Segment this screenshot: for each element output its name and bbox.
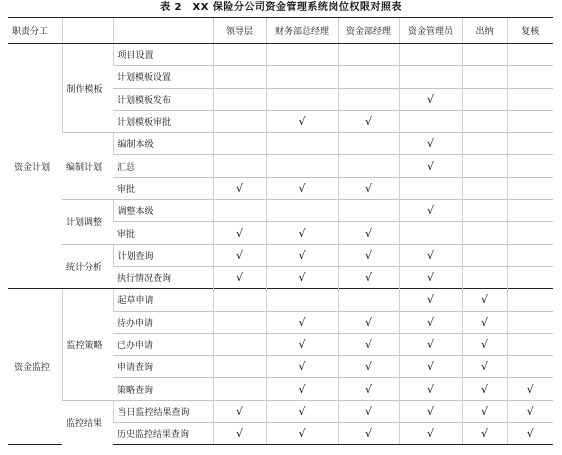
permission-cell-fund-administrator	[399, 356, 462, 378]
header-fund-administrator: 资金管理员	[399, 18, 462, 44]
permission-cell-reviewer	[507, 88, 553, 110]
check-mark-icon: √	[235, 427, 243, 441]
permission-cell-fund-administrator	[399, 200, 462, 222]
check-mark-icon: √	[364, 115, 372, 129]
check-mark-icon: √	[364, 338, 372, 351]
permission-cell-fund-administrator	[399, 378, 462, 400]
permission-cell-reviewer	[507, 200, 553, 222]
permission-cell-finance-gm	[266, 66, 338, 88]
header-blank-2	[113, 18, 213, 44]
check-mark-icon: √	[526, 404, 534, 418]
permission-cell-fund-administrator	[399, 110, 462, 132]
check-mark-icon: √	[298, 338, 306, 351]
check-mark-icon: √	[480, 427, 488, 441]
permission-cell-finance-gm	[266, 177, 338, 199]
permission-cell-leadership	[213, 356, 266, 378]
function-item-cell: 策略查询	[113, 378, 213, 400]
check-mark-icon: √	[364, 360, 372, 374]
function-item-cell: 项目设置	[113, 44, 213, 66]
check-mark-icon: √	[298, 226, 306, 240]
permission-cell-finance-gm	[266, 44, 338, 66]
check-mark-icon: √	[235, 271, 243, 285]
permission-cell-fund-administrator	[399, 66, 462, 88]
permission-cell-leadership	[213, 88, 266, 110]
permission-cell-reviewer	[507, 356, 553, 378]
permission-cell-leadership	[213, 244, 266, 266]
function-item-cell: 申请查询	[113, 356, 213, 378]
permission-cell-cashier	[462, 266, 507, 288]
function-item-cell: 调整本级	[113, 200, 213, 222]
table-row	[8, 200, 553, 222]
permission-cell-leadership	[213, 378, 266, 400]
table-caption: 表 2 XX 保险分公司资金管理系统岗位权限对照表	[160, 2, 402, 13]
category-cell: 资金计划	[8, 44, 62, 289]
check-mark-icon: √	[526, 427, 534, 441]
permission-cell-cashier	[462, 66, 507, 88]
permission-cell-fund-manager	[338, 244, 399, 266]
permission-cell-leadership	[213, 311, 266, 333]
permission-cell-cashier	[462, 155, 507, 177]
permission-cell-fund-manager	[338, 333, 399, 355]
permission-cell-cashier	[462, 222, 507, 244]
check-mark-icon: √	[364, 271, 372, 285]
check-mark-icon: √	[426, 248, 434, 262]
check-mark-icon: √	[426, 159, 434, 173]
permission-cell-fund-administrator	[399, 400, 462, 422]
permission-cell-cashier	[462, 356, 507, 378]
check-mark-icon: √	[426, 427, 434, 441]
category-cell: 资金监控	[8, 289, 62, 445]
header-cashier: 出纳	[462, 18, 507, 44]
table-row	[8, 289, 553, 311]
permission-cell-reviewer	[507, 311, 553, 333]
permission-cell-finance-gm	[266, 356, 338, 378]
permission-cell-fund-administrator	[399, 222, 462, 244]
permission-cell-finance-gm	[266, 333, 338, 355]
check-mark-icon: √	[364, 404, 372, 418]
check-mark-icon: √	[426, 293, 434, 307]
permission-cell-finance-gm	[266, 155, 338, 177]
permission-cell-fund-administrator	[399, 177, 462, 199]
permission-cell-fund-administrator	[399, 289, 462, 311]
permission-cell-reviewer	[507, 378, 553, 400]
permission-cell-fund-manager	[338, 289, 399, 311]
function-item-cell: 计划模板发布	[113, 88, 213, 110]
permission-cell-fund-manager	[338, 378, 399, 400]
permission-cell-finance-gm	[266, 266, 338, 288]
check-mark-icon: √	[235, 404, 243, 418]
permission-cell-cashier	[462, 177, 507, 199]
function-item-cell: 编制本级	[113, 133, 213, 155]
permission-cell-finance-gm	[266, 423, 338, 445]
check-mark-icon: √	[480, 338, 488, 351]
function-item-cell: 审批	[113, 177, 213, 199]
permission-cell-leadership	[213, 133, 266, 155]
check-mark-icon: √	[298, 315, 306, 329]
check-mark-icon: √	[426, 404, 434, 418]
permission-cell-fund-manager	[338, 222, 399, 244]
permission-cell-reviewer	[507, 333, 553, 355]
check-mark-icon: √	[298, 248, 306, 262]
permission-cell-fund-manager	[338, 356, 399, 378]
check-mark-icon: √	[298, 181, 306, 195]
permission-cell-fund-administrator	[399, 266, 462, 288]
check-mark-icon: √	[364, 315, 372, 329]
check-mark-icon: √	[480, 315, 488, 329]
permission-cell-finance-gm	[266, 378, 338, 400]
permission-cell-finance-gm	[266, 133, 338, 155]
permission-cell-fund-administrator	[399, 311, 462, 333]
permission-cell-cashier	[462, 110, 507, 132]
permission-cell-leadership	[213, 66, 266, 88]
permission-cell-fund-administrator	[399, 423, 462, 445]
group-cell: 监控策略	[62, 289, 113, 400]
permission-cell-leadership	[213, 423, 266, 445]
check-mark-icon: √	[426, 382, 434, 396]
permission-cell-reviewer	[507, 244, 553, 266]
check-mark-icon: √	[364, 248, 372, 262]
check-mark-icon: √	[480, 404, 488, 418]
permission-cell-leadership	[213, 200, 266, 222]
permission-cell-cashier	[462, 400, 507, 422]
function-item-cell: 待办申请	[113, 311, 213, 333]
permission-cell-fund-administrator	[399, 88, 462, 110]
permission-cell-reviewer	[507, 110, 553, 132]
check-mark-icon: √	[480, 382, 488, 396]
permission-cell-cashier	[462, 44, 507, 66]
permission-cell-finance-gm	[266, 289, 338, 311]
check-mark-icon: √	[235, 226, 243, 240]
table-row	[8, 400, 553, 422]
permission-cell-fund-administrator	[399, 133, 462, 155]
check-mark-icon: √	[235, 181, 243, 195]
permission-cell-reviewer	[507, 423, 553, 445]
permission-cell-finance-gm	[266, 110, 338, 132]
check-mark-icon: √	[526, 382, 534, 396]
permission-cell-fund-manager	[338, 155, 399, 177]
function-item-cell: 审批	[113, 222, 213, 244]
permission-cell-reviewer	[507, 66, 553, 88]
check-mark-icon: √	[426, 92, 434, 106]
check-mark-icon: √	[364, 382, 372, 396]
function-item-cell: 当日监控结果查询	[113, 400, 213, 422]
check-mark-icon: √	[298, 382, 306, 396]
permission-cell-reviewer	[507, 266, 553, 288]
permission-cell-leadership	[213, 333, 266, 355]
table-row	[8, 44, 553, 66]
permission-cell-fund-manager	[338, 133, 399, 155]
permission-cell-reviewer	[507, 177, 553, 199]
permission-table-body	[8, 44, 553, 445]
function-item-cell: 已办申请	[113, 333, 213, 355]
check-mark-icon: √	[298, 427, 306, 441]
permission-cell-cashier	[462, 133, 507, 155]
permission-cell-fund-manager	[338, 400, 399, 422]
check-mark-icon: √	[298, 271, 306, 285]
permission-cell-fund-administrator	[399, 244, 462, 266]
permission-cell-cashier	[462, 244, 507, 266]
permission-cell-reviewer	[507, 222, 553, 244]
permission-cell-reviewer	[507, 400, 553, 422]
permission-cell-fund-manager	[338, 88, 399, 110]
function-item-cell: 执行情况查询	[113, 266, 213, 288]
permission-cell-leadership	[213, 266, 266, 288]
header-duty: 职责分工	[8, 18, 62, 44]
check-mark-icon: √	[480, 293, 488, 307]
check-mark-icon: √	[426, 338, 434, 351]
function-item-cell: 汇总	[113, 155, 213, 177]
function-item-cell: 起草申请	[113, 289, 213, 311]
permission-cell-leadership	[213, 44, 266, 66]
permission-cell-fund-administrator	[399, 44, 462, 66]
permission-cell-finance-gm	[266, 311, 338, 333]
check-mark-icon: √	[235, 248, 243, 262]
check-mark-icon: √	[298, 360, 306, 374]
permission-cell-finance-gm	[266, 222, 338, 244]
header-blank-1	[62, 18, 113, 44]
permission-cell-cashier	[462, 333, 507, 355]
permission-table	[8, 17, 553, 445]
function-item-cell: 历史监控结果查询	[113, 423, 213, 445]
permission-cell-leadership	[213, 155, 266, 177]
function-item-cell: 计划模板审批	[113, 110, 213, 132]
check-mark-icon: √	[426, 271, 434, 285]
permission-cell-fund-manager	[338, 110, 399, 132]
header-fund-manager: 资金部经理	[338, 18, 399, 44]
check-mark-icon: √	[364, 181, 372, 195]
permission-cell-reviewer	[507, 289, 553, 311]
permission-cell-finance-gm	[266, 88, 338, 110]
check-mark-icon: √	[426, 204, 434, 218]
permission-cell-fund-manager	[338, 200, 399, 222]
check-mark-icon: √	[298, 404, 306, 418]
check-mark-icon: √	[480, 360, 488, 374]
permission-cell-leadership	[213, 177, 266, 199]
permission-cell-cashier	[462, 378, 507, 400]
group-cell: 计划调整	[62, 200, 113, 245]
group-cell: 监控结果	[62, 400, 113, 445]
check-mark-icon: √	[426, 360, 434, 374]
header-leadership: 领导层	[213, 18, 266, 44]
header-row	[8, 18, 553, 44]
permission-cell-fund-manager	[338, 66, 399, 88]
permission-cell-fund-manager	[338, 177, 399, 199]
permission-cell-fund-manager	[338, 266, 399, 288]
permission-cell-fund-manager	[338, 44, 399, 66]
permission-cell-cashier	[462, 88, 507, 110]
table-row	[8, 244, 553, 266]
header-reviewer: 复核	[507, 18, 553, 44]
permission-cell-fund-manager	[338, 311, 399, 333]
permission-cell-fund-administrator	[399, 333, 462, 355]
check-mark-icon: √	[298, 115, 306, 129]
permission-cell-cashier	[462, 311, 507, 333]
permission-cell-leadership	[213, 400, 266, 422]
header-finance-gm: 财务部总经理	[266, 18, 338, 44]
check-mark-icon: √	[364, 226, 372, 240]
check-mark-icon: √	[426, 315, 434, 329]
permission-cell-reviewer	[507, 133, 553, 155]
permission-cell-leadership	[213, 222, 266, 244]
table-row	[8, 133, 553, 155]
permission-cell-finance-gm	[266, 200, 338, 222]
permission-cell-reviewer	[507, 44, 553, 66]
group-cell: 制作模板	[62, 44, 113, 133]
function-item-cell: 计划模板设置	[113, 66, 213, 88]
permission-cell-leadership	[213, 110, 266, 132]
permission-cell-reviewer	[507, 155, 553, 177]
group-cell: 编制计划	[62, 133, 113, 200]
permission-cell-fund-administrator	[399, 155, 462, 177]
permission-cell-cashier	[462, 289, 507, 311]
permission-cell-finance-gm	[266, 244, 338, 266]
permission-cell-fund-manager	[338, 423, 399, 445]
function-item-cell: 计划查询	[113, 244, 213, 266]
permission-cell-cashier	[462, 200, 507, 222]
permission-cell-cashier	[462, 423, 507, 445]
permission-cell-leadership	[213, 289, 266, 311]
check-mark-icon: √	[426, 137, 434, 151]
permission-cell-finance-gm	[266, 400, 338, 422]
check-mark-icon: √	[364, 427, 372, 441]
group-cell: 统计分析	[62, 244, 113, 289]
